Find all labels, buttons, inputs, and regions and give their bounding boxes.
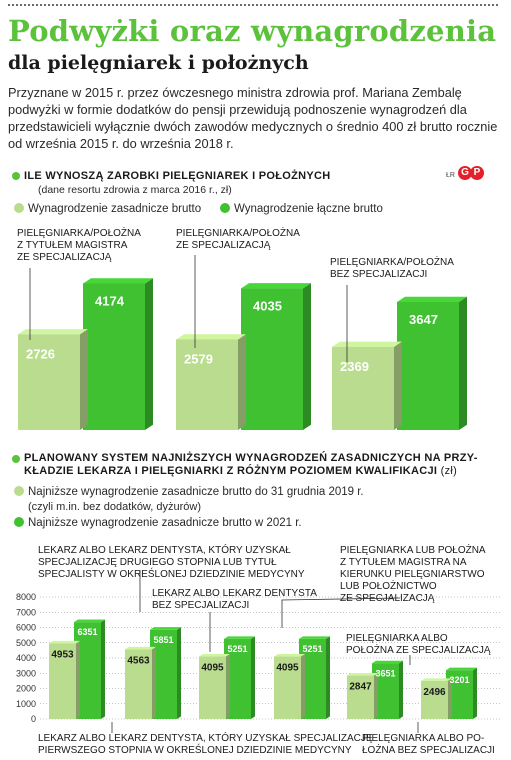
logo-g: G (458, 166, 472, 180)
chart2-unit: (zł) (440, 465, 458, 477)
chart1-bar-total-2-side (459, 297, 467, 430)
chart2-bar-2019-5-top (421, 678, 452, 681)
chart2-bar-2021-3-top (299, 636, 330, 639)
chart2-value-2019-3: 4095 (276, 662, 299, 674)
chart1-subtitle: (dane resortu zdrowia z marca 2016 r., zł) (38, 184, 232, 196)
chart2-title-line2: KŁADZIE LEKARZA I PIELĘGNIARKI Z RÓŻNYM POZIOMEM KWALIFIKACJI (24, 465, 438, 477)
chart2-ytick: 5000 (15, 637, 36, 648)
chart2-category-5-line: ŁOŻNA BEZ SPECJALIZACJI (362, 745, 495, 756)
chart2-bar-2019-3-top (274, 654, 305, 657)
chart2-value-2019-4: 2847 (349, 681, 372, 693)
chart2-bar-2021-1-top (150, 627, 181, 630)
chart2-ytick: 6000 (15, 622, 36, 633)
chart1-bar-base-1-side (238, 334, 246, 430)
chart2-bar-2019-0-side (76, 641, 80, 719)
legend-label: Najniższe wynagrodzenie zasadnicze brutto w 2021 r. (28, 517, 302, 529)
chart2-title-line1: PLANOWANY SYSTEM NAJNIŻSZYCH WYNAGRODZEŃ ZASADNICZYCH NA PRZY- (24, 452, 478, 464)
chart2-category-3-line: LUB POŁOŻNICTWO (340, 581, 437, 592)
chart2-bar-2019-3-side (301, 654, 305, 719)
intro-paragraph: Przyznane w 2015 r. przez ówczesnego ministra zdrowia prof. Mariana Zembalę podwyżki w formie dodatków do pensji przewidują podnoszenie wynagrodzeń dla przedstawicieli wyłącznie dwóch zawodów medycznych o średnio 400 zł brutto rocznie od września 2015 r. do września 2018 r. (8, 85, 498, 151)
chart2-bar-2019-4-side (374, 673, 378, 719)
chart1-bar-total-0-side (145, 278, 153, 430)
chart1-value-total-0: 4174 (95, 293, 124, 309)
chart1-bar-total-1-side (303, 283, 311, 430)
chart1-value-base-2: 2369 (340, 358, 369, 374)
chart1-bar-base-0-side (80, 329, 88, 430)
chart1-category-0-line: Z TYTUŁEM MAGISTRA (17, 240, 128, 251)
chart2-ytick: 3000 (15, 668, 36, 679)
chart2-bar-2021-0-top (74, 620, 105, 623)
chart2-category-2-line: BEZ SPECJALIZACJI (152, 600, 250, 611)
legend-label: Wynagrodzenie łączne brutto (234, 203, 383, 215)
chart2-leader-3 (282, 598, 400, 628)
chart2-ytick: 4000 (15, 653, 36, 663)
chart2-value-2021-1: 5851 (153, 634, 174, 645)
chart2-bar-2021-5-side (473, 668, 477, 719)
chart1-category-2-line: PIELĘGNIARKA/POŁOŻNA (330, 257, 454, 268)
chart1-category-0-line: PIELĘGNIARKA/POŁOŻNA (17, 228, 141, 239)
chart2-value-2019-1: 4563 (127, 655, 150, 667)
chart2-ytick: 8000 (15, 592, 36, 602)
chart1-value-base-1: 2579 (184, 351, 213, 367)
chart2-category-4-line: PIELĘGNIARKA ALBO (346, 633, 448, 644)
chart1-title: ILE WYNOSZĄ ZAROBKI PIELĘGNIAREK I POŁOŻNYCH (24, 170, 331, 182)
chart2-bar-2021-2-top (224, 636, 255, 639)
chart2-category-3-line: KIERUNKU PIELĘGNIARSTWO (340, 569, 485, 580)
chart2-bar-2019-2-side (226, 654, 230, 719)
chart2-category-5-line: PIELĘGNIARKA ALBO PO- (362, 733, 485, 744)
chart2-value-2019-0: 4953 (51, 649, 74, 661)
chart1-bar-total-2-top (397, 297, 467, 302)
chart2-category-0-line: SPECJALIZACJĘ DRUGIEGO STOPNIA LUB TYTUŁ (38, 557, 277, 568)
chart2-value-2021-4: 3651 (375, 668, 396, 679)
chart1-bar-total-1-top (241, 283, 311, 288)
chart1-bar-base-1-top (176, 334, 246, 339)
chart2-category-0-line: LEKARZ ALBO LEKARZ DENTYSTA, KTÓRY UZYSKAŁ (38, 545, 291, 556)
chart1-bar-base-0-top (18, 329, 88, 334)
chart2-bar-2019-0-top (49, 641, 80, 644)
chart2-bar-2019-1-top (125, 647, 156, 650)
chart1-value-total-2: 3647 (409, 311, 438, 327)
chart2-value-2021-3: 5251 (302, 643, 323, 654)
legend-label: Wynagrodzenie zasadnicze brutto (28, 203, 202, 215)
chart2-bar-2021-0-side (101, 620, 105, 719)
chart1-category-1-line: ZE SPECJALIZACJĄ (176, 240, 271, 251)
headline: Podwyżki oraz wynagrodzenia (8, 14, 497, 48)
chart2-bar-2019-1-side (152, 647, 156, 719)
chart2-category-0-line: SPECJALISTY W OKREŚLONEJ DZIEDZINIE MEDYCYNY (38, 569, 305, 580)
chart2-category-3-line: PIELĘGNIARKA LUB POŁOŻNA (340, 545, 486, 556)
chart2-bar-2021-2-side (251, 636, 255, 719)
chart2-category-3-line: Z TYTUŁEM MAGISTRA NA (340, 557, 467, 568)
chart1-category-1-line: PIELĘGNIARKA/POŁOŻNA (176, 228, 300, 239)
chart1-category-0-line: ZE SPECJALIZACJĄ (17, 252, 112, 263)
chart2-value-2021-0: 6351 (77, 627, 98, 638)
legend-label: Najniższe wynagrodzenie zasadnicze brutto do 31 grudnia 2019 r. (28, 486, 364, 498)
chart2-bar-2019-4-top (347, 673, 378, 676)
chart2-ytick: 2000 (15, 683, 36, 694)
chart1-bar-base-2-top (332, 342, 402, 347)
chart2-legend-note: (czyli m.in. bez dodatków, dyżurów) (28, 501, 202, 513)
chart2-category-1-line: LEKARZ ALBO LEKARZ DENTYSTA, KTÓRY UZYSKAŁ SPECJALIZACJĘ (38, 733, 373, 744)
chart1-category-2-line: BEZ SPECJALIZACJI (330, 269, 428, 280)
chart2-value-2019-2: 4095 (201, 662, 224, 674)
chart1-value-total-1: 4035 (253, 298, 282, 314)
chart1-bar-total-0-top (83, 278, 153, 283)
chart1-value-base-0: 2726 (26, 346, 55, 362)
chart2-category-1-line: PIERWSZEGO STOPNIA W OKREŚLONEJ DZIEDZINIE MEDYCYNY (38, 745, 352, 756)
chart2-bar-2021-4-side (399, 661, 403, 719)
chart2-category-3-line: ZE SPECJALIZACJĄ (340, 593, 435, 604)
subheadline: dla pielęgniarek i położnych (8, 52, 309, 74)
author-credit: ŁR (446, 172, 455, 179)
chart2-value-2019-5: 2496 (423, 686, 446, 698)
chart2-value-2021-2: 5251 (227, 643, 248, 654)
chart2-bar-2021-4-top (372, 661, 403, 664)
chart2-ytick: 7000 (15, 607, 36, 618)
chart2-value-2021-5: 3201 (449, 675, 470, 686)
chart1-bar-base-2-side (394, 342, 402, 430)
chart2-category-4-line: POŁOŻNA ZE SPECJALIZACJĄ (346, 645, 491, 656)
chart2-bar-2021-1-side (177, 627, 181, 719)
chart2-bar-2021-5-top (446, 668, 477, 671)
chart2-ytick: 1000 (15, 698, 36, 709)
chart2-bar-2019-2-top (199, 654, 230, 657)
chart2-bar-2021-3-side (326, 636, 330, 719)
chart2-ytick: 0 (30, 714, 36, 724)
logo-p: P (470, 166, 484, 180)
chart2-category-2-line: LEKARZ ALBO LEKARZ DENTYSTA (152, 588, 317, 599)
